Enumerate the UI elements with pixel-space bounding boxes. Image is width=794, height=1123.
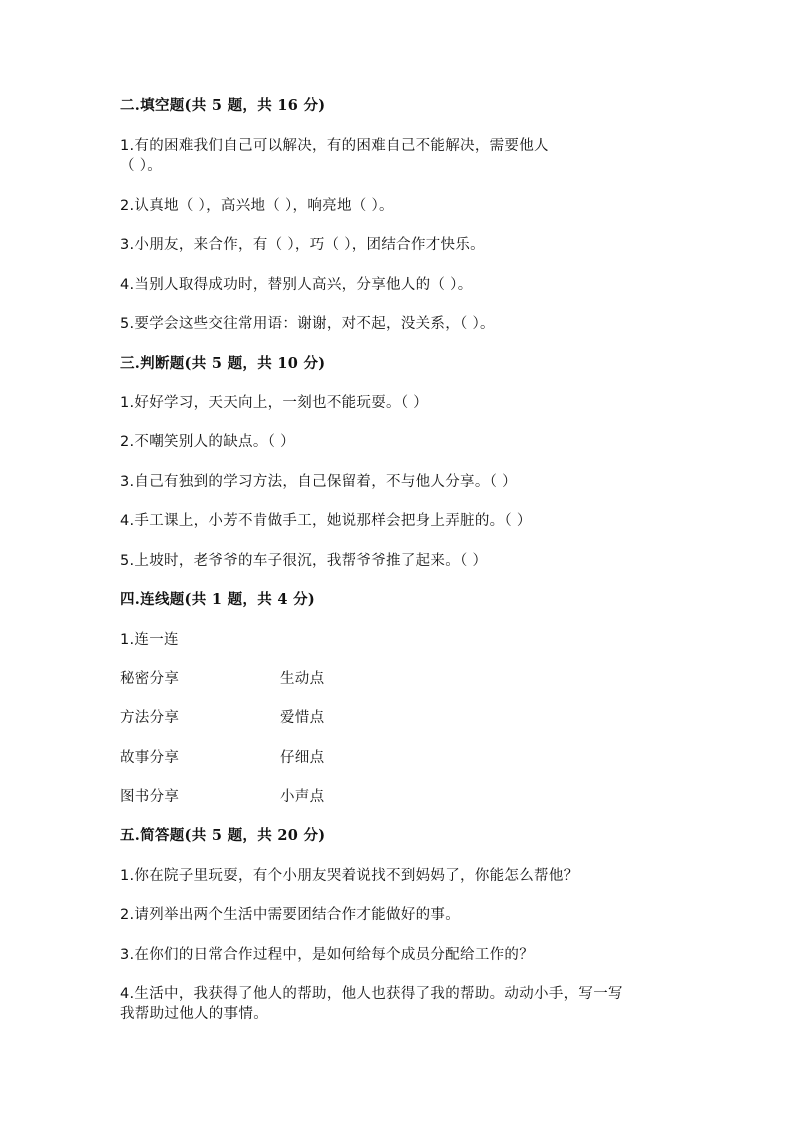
judge-question-5: 5.上坡时，老爷爷的车子很沉，我帮爷爷推了起来。（ ）: [120, 553, 488, 569]
section-2-heading: 二.填空题(共 5 题，共 16 分): [120, 97, 326, 114]
fill-question-3: 3.小朋友，来合作，有（ ），巧（ ），团结合作才快乐。: [120, 237, 485, 253]
fill-question-4: 4.当别人取得成功时，替别人高兴，分享他人的（ ）。: [120, 277, 473, 293]
fill-question-1-line-2: （ ）。: [120, 158, 163, 174]
match-left-item: 方法分享: [120, 710, 180, 726]
match-right-item: 仔细点: [280, 750, 325, 766]
judge-question-3: 3.自己有独到的学习方法，自己保留着，不与他人分享。（ ）: [120, 474, 517, 490]
judge-question-2: 2.不嘲笑别人的缺点。（ ）: [120, 434, 295, 450]
fill-question-2: 2.认真地（ ），高兴地（ ），响亮地（ ）。: [120, 198, 394, 214]
match-left-item: 秘密分享: [120, 671, 180, 687]
short-answer-question-2: 2.请列举出两个生活中需要团结合作才能做好的事。: [120, 907, 461, 923]
section-3-heading: 三.判断题(共 5 题，共 10 分): [120, 355, 326, 372]
match-question-1: 1.连一连: [120, 632, 179, 648]
short-answer-question-4-line-1: 4.生活中，我获得了他人的帮助，他人也获得了我的帮助。动动小手，写一写: [120, 986, 623, 1002]
match-right-item: 生动点: [280, 671, 325, 687]
judge-question-4: 4.手工课上，小芳不肯做手工，她说那样会把身上弄脏的。（ ）: [120, 513, 532, 529]
section-5-heading: 五.简答题(共 5 题，共 20 分): [120, 827, 326, 844]
short-answer-question-1: 1.你在院子里玩耍，有个小朋友哭着说找不到妈妈了，你能怎么帮他？: [120, 868, 579, 884]
fill-question-5: 5.要学会这些交往常用语：谢谢，对不起，没关系，（ ）。: [120, 316, 495, 332]
judge-question-1: 1.好好学习，天天向上，一刻也不能玩耍。（ ）: [120, 395, 429, 411]
short-answer-question-4-line-2: 我帮助过他人的事情。: [120, 1006, 268, 1022]
match-right-item: 小声点: [280, 789, 325, 805]
match-left-item: 图书分享: [120, 789, 180, 805]
match-right-item: 爱惜点: [280, 710, 325, 726]
match-left-item: 故事分享: [120, 750, 180, 766]
fill-question-1-line-1: 1.有的困难我们自己可以解决，有的困难自己不能解决，需要他人: [120, 138, 549, 154]
short-answer-question-3: 3.在你们的日常合作过程中，是如何给每个成员分配给工作的？: [120, 947, 535, 963]
section-4-heading: 四.连线题(共 1 题，共 4 分): [120, 591, 316, 608]
